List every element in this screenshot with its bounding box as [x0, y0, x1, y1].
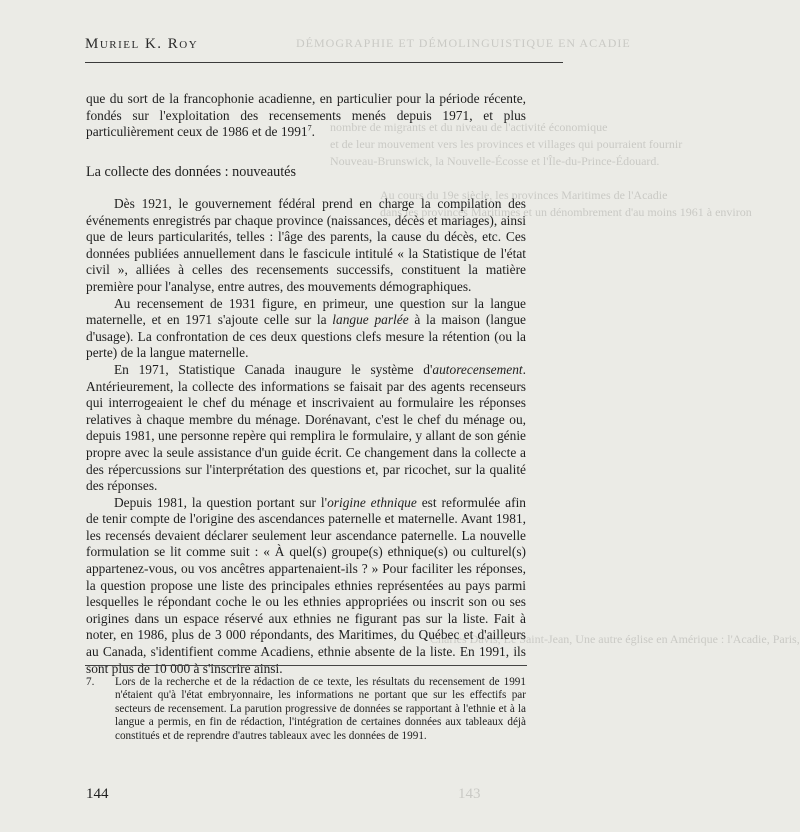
bleed-through-page-number: 143	[458, 786, 481, 802]
paragraph-3-text-end: . Antérieurement, la collecte des informations se faisait par des agents recenseurs qui interrogeaient le chef du ménage et inscrivaient au formulaire les réponses relatives à chaque membre du ménage. Dorénavant, c'est le chef du ménage ou, depuis 1981, une personne repère qui remplira le formulaire, y allant de son génie propre avec la seule assistance d'un guide écrit. Ce changement dans la collecte a des répercussions sur l'interprétation des questions et, par ricochet, sur la qualité des réponses.	[86, 361, 526, 494]
paragraph-4-text-end: est reformulée afin de tenir compte de l'origine des ascendances paternelle et maternelle. Avant 1981, les recensés devaient déclarer seulement leur ascendance paternelle. La nouvelle formulation se lit comme suit : « À quel(s) groupe(s) ethnique(s) ou culturel(s) appartenez-vous, ou vos ancêtres appartenaient-ils ? » Pour faciliter les réponses, la question propose une liste des principales ethnies représentées au pays parmi lesquelles le répondant coche le ou les ethnies appropriées ou inscrit son ou ses origines dans un espace réservé aux ethnies ne figurant pas sur la liste. Fait à noter, en 1986, plus de 3 000 répondants, des Maritimes, du Québec et d'ailleurs au Canada, s'identifient comme Acadiens, ethnie absente de la liste. En 1991, ils sont plus de 10 000 à s'inscrire ainsi.	[86, 494, 526, 676]
paragraph-3-text: En 1971, Statistique Canada inaugure le système d'	[114, 361, 433, 377]
bleed-through-head: DÉMOGRAPHIE ET DÉMOLINGUISTIQUE EN ACADIE	[296, 36, 631, 50]
paragraph-4-emphasis: origine ethnique	[327, 494, 417, 510]
paragraph-3	[86, 362, 526, 495]
paragraph-4	[86, 495, 526, 678]
bleed-through-line: Au cours du 19e siècle, les provinces Maritimes de l'Acadie	[380, 188, 668, 202]
bleed-through-line: nombre de migrants et du niveau de l'activité économique	[330, 120, 608, 134]
running-head-rule	[85, 62, 563, 63]
bleed-through-line: Nouveau-Brunswick, la Nouvelle-Écosse et l'Île-du-Prince-Édouard.	[330, 154, 660, 168]
footnote-text: Lors de la recherche et de la rédaction de ce texte, les résultats du recensement de 1991 n'étaient qu'à l'état embryonnaire, les informations ne portant que sur les effectifs par secteurs de recensement. La parution progressive de données se rapportant à l'ethnie et à la langue a permis, en fin de rédaction, l'intégration de certaines données aux tableaux déjà constitués et de reprendre d'autres tableaux avec les données de 1991.	[115, 676, 526, 742]
bleed-through-foot: Charles Davis, Le Saint-Jean, Une autre église en Amérique : l'Acadie, Paris,	[430, 632, 800, 646]
intro-text-end: .	[311, 124, 315, 140]
section-body	[86, 196, 526, 677]
running-head: Muriel K. Roy	[85, 36, 199, 52]
paragraph-2	[86, 296, 526, 362]
intro-text: que du sort de la francophonie acadienne, en particulier pour la période récente, fondés sur l'exploitation des recensements menés depuis 1971, et plus particulièrement ceux de 1986 et de 1991	[86, 91, 526, 140]
footnote-rule	[85, 665, 527, 666]
page-number: 144	[86, 786, 109, 802]
section-heading: La collecte des données : nouveautés	[86, 164, 296, 180]
paragraph-2-text: Au recensement de 1931 figure, en primeur, une question sur la langue maternelle, et en 1971 s'ajoute celle sur la	[86, 295, 526, 328]
paragraph-2-text-end: à la maison (langue d'usage). La confrontation de ces deux questions clefs mesure la rétention (ou la perte) de la langue maternelle.	[86, 312, 526, 361]
bleed-through-line: et de leur mouvement vers les provinces et villages qui pourraient fournir	[330, 137, 683, 151]
paragraph-1: Dès 1921, le gouvernement fédéral prend en charge la compilation des événements enregistrés par chaque province (naissances, décès et mariages), ainsi que de leurs particularités, telles : l'âge des parents, la cause du décès, etc. Ces données publiées annuellement dans le fascicule intitulé « la Statistique de l'état civil », alliées à celles des recensements successifs, constituent la matière première pour l'analyse, entre autres, des mouvements démographiques.	[86, 196, 526, 294]
paragraph-4-text: Depuis 1981, la question portant sur l'	[114, 494, 328, 510]
footnote-number: 7.	[86, 676, 95, 688]
intro-paragraph	[86, 91, 526, 141]
bleed-through-line: dans les provinces Maritimes et un dénombrement d'au moins 1961 à environ	[380, 205, 752, 219]
paragraph-2-emphasis: langue parlée	[332, 312, 409, 328]
footnote-reference[interactable]: 7	[307, 123, 312, 133]
paragraph-3-emphasis: autorecensement	[432, 361, 523, 377]
footnote	[86, 676, 526, 743]
